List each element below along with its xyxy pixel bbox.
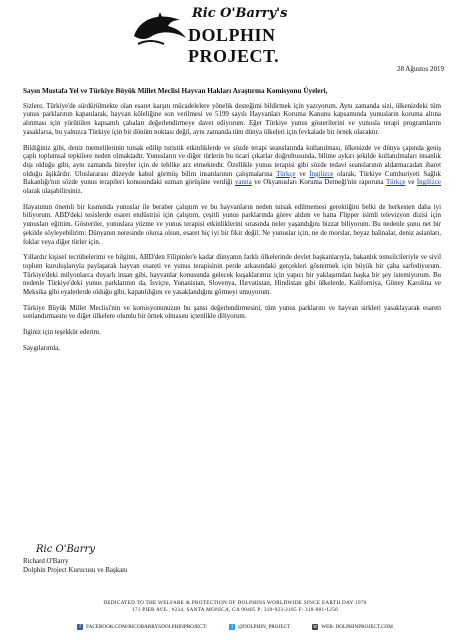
paragraph-2-text-e: ve xyxy=(405,179,417,187)
twitter-text: @DOLPHIN_PROJECT xyxy=(238,624,291,630)
paragraph-2-text-d: ve Okyanusları Koruma Derneği'nin raporuna xyxy=(251,179,386,187)
salutation: Sayın Mustafa Yel ve Türkiye Büyük Millet Meclisi Hayvan Hakları Araştırma Komisyonu Üyeleri, xyxy=(23,87,328,95)
facebook-link[interactable] xyxy=(77,624,207,630)
letter-body xyxy=(23,87,441,361)
signer-block xyxy=(23,558,128,575)
footer-address: 171 PIER AVE., #234, SANTA MONICA, CA 90405 P: 310-923-2185 F: 310-881-1256 xyxy=(131,607,338,613)
paragraph-2 xyxy=(23,145,441,197)
dolphin-project-logo xyxy=(130,6,360,66)
dolphin-logo-icon xyxy=(130,6,190,50)
paragraph-3: Hayatımın önemli bir kısmında yunuslar ile beraber çalıştım ve bu hayvanların neden tutsak edilmemesi gerektiğini belki de herkesten daha iyi biliyorum. ABD'deki tesislerde esaret endüstrisi için çalıştım, çeşitli yunus parklarında görev aldım ve hatta Flipper isimli televizyon dizisi için yunusları eğittim. Gösteriler, yunuslara yüzme ve yunus terapisi etkinliklerini sırasında neler yaşandığını bizzat biliyorum. Bu nedenle şunu net bir şekilde söyleyebilirim: Dünyanın neresinde olursa olsun, esaret hiç iyi bir fikir değil. Ne yunuslar için, ne de morslar, beyaz balinalar, deniz aslanları, foklar veya diğer türler için. xyxy=(23,203,441,246)
link-ingilizce-1[interactable]: İngilizce xyxy=(309,170,334,178)
footer-mission: DEDICATED TO THE WELFARE & PROTECTION OF DOLPHINS WORLDWIDE SINCE EARTH DAY 1970 xyxy=(103,600,367,606)
twitter-icon: t xyxy=(229,624,235,630)
paragraph-1: Sizlere, Türkiye'de sürdürülmekte olan esaret karşıtı mücadelelere yönelik desteğimi bildirmek için yazıyorum. Aynı zamanda sizi, ülkenizdeki tüm yunus parklarının kapatılarak, hayvan köleliğine son verilmesi ve 5199 sayılı Hayvanları Koruma Kanunu kapsamında yunusların koruma altına alınması için yürütülen kapsamlı çabaları değerlendirmeye davet ediyorum. Eğer Türkiye yunus gösterilerini ve yunusla terapi programlarını yasaklarsa, bu yalnızca Türkiye için bir dönüm noktası değil, aynı zamanda tüm dünya ülkeleri için fevkalade bir örnek olacaktır. xyxy=(23,102,441,136)
link-yanita[interactable]: yanıta xyxy=(234,179,252,187)
closing: Saygılarımla, xyxy=(23,344,60,352)
paragraph-2-text-b: ve xyxy=(295,170,310,178)
letter-date: 28 Ağustos 2019 xyxy=(396,65,444,73)
facebook-text: FACEBOOK.COM/RICOBARRYSDOLPHINPROJECT/ xyxy=(86,624,208,630)
paragraph-5: Türkiye Büyük Millet Meclisi'nin ve komisyonunuzun bu şansı değerlendirmesini, tüm yunus parklarını ve hayvan sirkleri yasaklayarak esareti sonlandırmasını ve diğer ülkelere olumlu bir örnek olmasını içtenlikle diliyorum. xyxy=(23,304,441,321)
paragraph-6: İlginiz için teşekkür ederim. xyxy=(23,329,101,337)
website-text: WEB: DOLPHINPROJECT.COM xyxy=(321,624,393,630)
globe-icon: w xyxy=(313,624,318,630)
paragraph-2-text-c: olarak, Türkiye Cumhuriyeti Sağlık Bakanlığı'nın sözde yunus terapileri konusundaki uzman görüşüne verdiği xyxy=(23,170,441,187)
logo-title: DOLPHIN PROJECT. xyxy=(188,25,280,66)
facebook-icon: f xyxy=(77,624,83,630)
signer-title: Dolphin Project Kurucusu ve Başkanı xyxy=(23,566,128,574)
social-links xyxy=(0,624,470,630)
signer-name: Richard O'Barry xyxy=(23,558,69,565)
logo-script-text: Ric O'Barry's xyxy=(192,6,288,21)
footer xyxy=(0,600,470,614)
paragraph-4: Yıllardır kişisel tecrübelerimi ve bilgimi, ABD'den Filipinler'e kadar dünyanın farklı ülkelerinde devlet başkanlarıyla, bakanlık temsilcileriyle ve sivil toplum kuruluşlarıyla paylaşarak hayvan esareti ve yunus terapisinin perde arkasındaki gerçekleri göstermek için büyük bir çaba sarfediyorum. Türkiye'deki milyonlarca duyarlı insan gibi, hayvanlar konusunda gelecek kuşaklarımız için yapıcı bir yaklaşımdan başka bir şey istemiyorum. Bu nedenle Türkiye'deki yunus parklarının da, İsviçre, Yunanistan, Slovenya, Hırvatistan, Hindistan gibi ülkelerde, Kaliforniya, Güney Karolina ve Meksika gibi eyaletlerde olduğu gibi, kapatıldığını ve yasaklandığını görmeyi umuyorum. xyxy=(23,254,441,297)
twitter-link[interactable] xyxy=(229,624,290,630)
link-turkce-2[interactable]: Türkçe xyxy=(385,179,406,187)
link-turkce-1[interactable]: Türkçe xyxy=(276,170,296,178)
handwritten-signature: Ric O'Barry xyxy=(36,544,95,555)
paragraph-2-text-a: Bildiğiniz gibi, deniz memelilerinin tutsak edilip turistik etkinliklerde ve sözde terapi seanslarında kullanılması, ülkenizde ve dünya çapında geniş çaplı toplumsal tepkilere neden olmaktadır. Yunusların ve diğer türlerin bu ticari çıkarlar doğrultusunda, bilime aykırı şekilde kullanılmaları insanlık dışı olduğu gibi, aynı zamanda bireyler için de tehlike arz etmektedir. Özellikle yunus terapisi gibi sözde tedavi seanslarının aldatmacadan ibaret olduğu âşikârdır. Uluslararası düzeyde kabul görmüş bilim insanlarının çalışmalarına xyxy=(23,144,441,178)
paragraph-2-text-f: olarak ulaşabilirsiniz. xyxy=(23,188,83,196)
link-ingilizce-2[interactable]: İngilizce xyxy=(416,179,441,187)
website-link[interactable] xyxy=(312,624,393,630)
